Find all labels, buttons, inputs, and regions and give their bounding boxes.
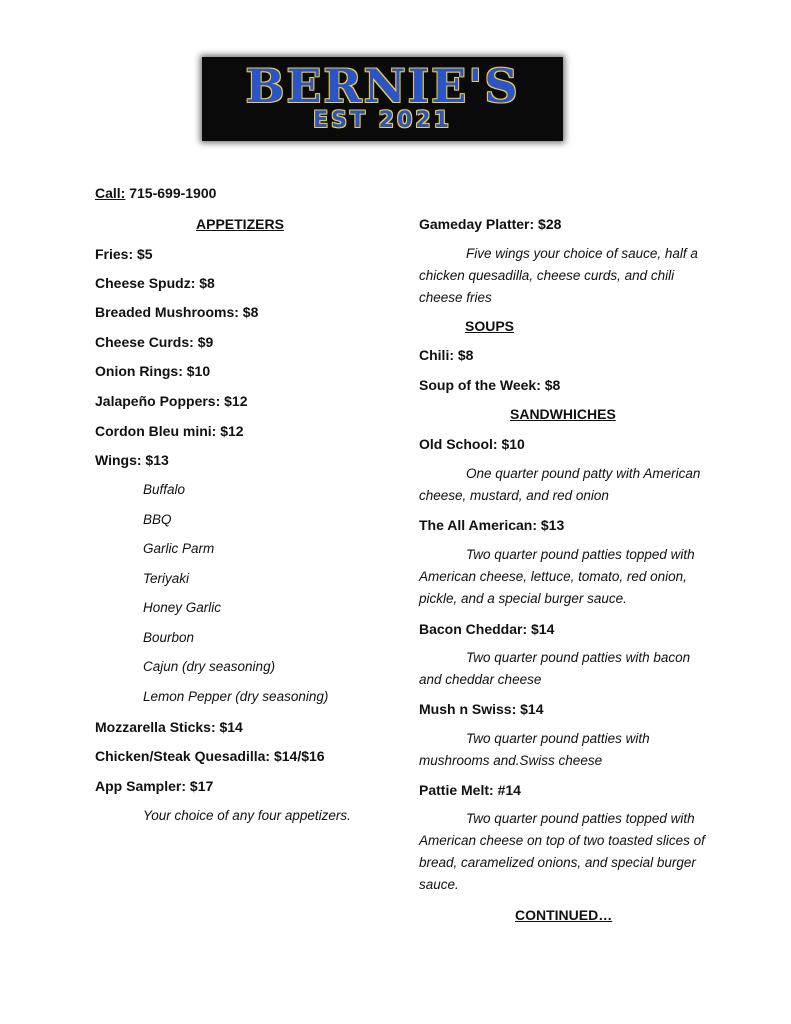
- phone-number: 715-699-1900: [129, 185, 217, 201]
- appetizers-heading: APPETIZERS: [196, 216, 284, 232]
- menu-item: Old School: $10: [419, 436, 525, 452]
- wing-flavor: Teriyaki: [143, 571, 190, 586]
- menu-item: Breaded Mushrooms: $8: [95, 304, 259, 320]
- wing-flavor: Honey Garlic: [143, 600, 222, 615]
- call-label: Call:: [95, 185, 126, 201]
- menu-item: Gameday Platter: $28: [419, 216, 562, 232]
- item-description: Two quarter pound patties topped with American cheese on top of two toasted slices of bread, caramelized onions, and special burger sauce.: [419, 811, 705, 892]
- logo-established: EST 2021: [313, 108, 452, 133]
- sandwiches-heading: SANDWHICHES: [510, 406, 616, 422]
- logo-banner: [202, 57, 563, 141]
- menu-item: Pattie Melt: #14: [419, 782, 521, 798]
- menu-item: Mozzarella Sticks: $14: [95, 719, 243, 735]
- menu-item: Fries: $5: [95, 246, 153, 262]
- wing-flavor: BBQ: [143, 512, 172, 527]
- wing-flavor: Garlic Parm: [143, 541, 215, 556]
- item-description: Two quarter pound patties topped with American cheese, lettuce, tomato, red onion, pickle, and a special burger sauce.: [419, 547, 695, 606]
- wing-flavor: Cajun (dry seasoning): [143, 659, 276, 674]
- item-description: Five wings your choice of sauce, half a chicken quesadilla, cheese curds, and chili cheese fries: [419, 246, 698, 305]
- menu-item: Chili: $8: [419, 347, 474, 363]
- menu-item: Cheese Curds: $9: [95, 334, 214, 350]
- wing-flavor: Bourbon: [143, 630, 195, 645]
- item-description: Two quarter pound patties with mushrooms and.Swiss cheese: [419, 731, 650, 768]
- wing-flavor: Buffalo: [143, 482, 186, 497]
- wing-flavor: Lemon Pepper (dry seasoning): [143, 689, 329, 704]
- menu-item: Cordon Bleu mini: $12: [95, 423, 244, 439]
- menu-item: Soup of the Week: $8: [419, 377, 561, 393]
- menu-item: The All American: $13: [419, 517, 565, 533]
- menu-item: Jalapeño Poppers: $12: [95, 393, 248, 409]
- item-description: One quarter pound patty with American cheese, mustard, and red onion: [419, 466, 701, 503]
- menu-item: Onion Rings: $10: [95, 363, 211, 379]
- menu-item: Mush n Swiss: $14: [419, 701, 544, 717]
- sampler-description: Your choice of any four appetizers.: [143, 808, 351, 823]
- continued-label: CONTINUED…: [515, 907, 613, 923]
- logo-title: BERNIE'S: [245, 59, 520, 113]
- menu-item: Chicken/Steak Quesadilla: $14/$16: [95, 748, 325, 764]
- menu-item: Wings: $13: [95, 452, 169, 468]
- menu-item: Cheese Spudz: $8: [95, 275, 215, 291]
- item-description: Two quarter pound patties with bacon and cheddar cheese: [419, 650, 691, 687]
- contact-line: [95, 184, 216, 202]
- menu-item: App Sampler: $17: [95, 778, 214, 794]
- soups-heading: SOUPS: [465, 318, 515, 334]
- menu-item: Bacon Cheddar: $14: [419, 621, 555, 637]
